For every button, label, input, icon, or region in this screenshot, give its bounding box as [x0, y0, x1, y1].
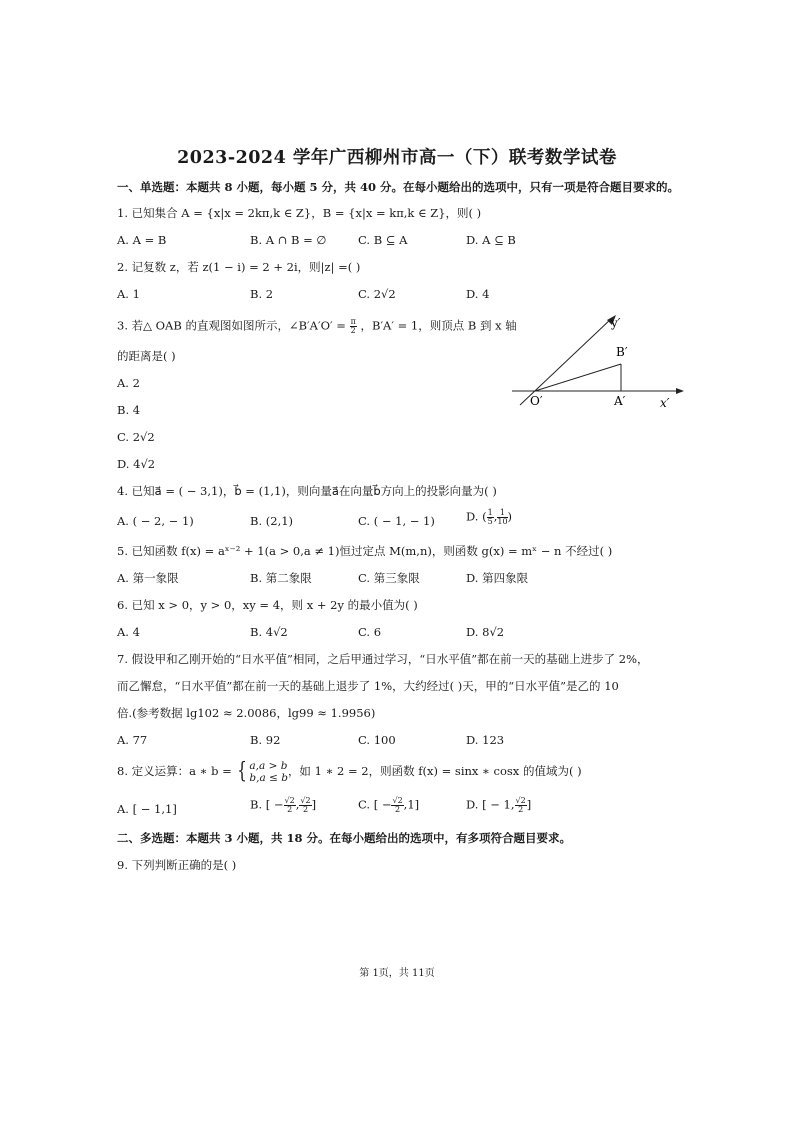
option-b-mid: , [295, 797, 300, 812]
q3-option-d[interactable]: D. 4√2 [117, 457, 156, 471]
fraction-denominator: 2 [302, 805, 309, 814]
page-title: 2023-2024 学年广西柳州市高一（下）联考数学试卷 [177, 148, 617, 168]
label-x-prime: x′ [660, 396, 670, 410]
question-1-stem: 1. 已知集合 A = {x|x = 2kπ,k ∈ Z}，B = {x|x = kπ,k ∈ Z}，则( ) [117, 206, 482, 220]
fraction-one-tenth [497, 509, 507, 526]
q5-option-d[interactable]: D. 第四象限 [466, 571, 529, 585]
q7-option-c[interactable]: C. 100 [358, 733, 396, 747]
label-a-prime: A′ [614, 394, 626, 408]
q8-option-b[interactable] [250, 797, 316, 814]
fraction-denominator: 2 [287, 805, 293, 814]
q8-option-c[interactable] [358, 797, 419, 814]
left-brace: { [237, 759, 248, 784]
fraction-numerator: √2 [392, 796, 403, 805]
question-8-stem [117, 758, 582, 784]
q1-option-b[interactable]: B. A ∩ B = ∅ [250, 233, 327, 247]
fraction-denominator: 2 [395, 805, 401, 814]
option-c-prefix: C. [ − [358, 797, 392, 812]
q1-option-a[interactable]: A. A = B [117, 233, 167, 247]
q7-option-d[interactable]: D. 123 [466, 733, 505, 747]
q3-option-b[interactable]: B. 4 [117, 403, 141, 417]
q4-option-b[interactable]: B. (2,1) [250, 514, 294, 528]
case-2: b,a ≤ b [249, 772, 288, 784]
q5-option-b[interactable]: B. 第二象限 [250, 571, 312, 585]
fraction-denominator: 10 [497, 517, 508, 526]
question-7-line3: 倍.(参考数据 lg102 ≈ 2.0086，lg99 ≈ 1.9956) [117, 706, 376, 720]
question-2-stem: 2. 记复数 z，若 z(1 − i) = 2 + 2i，则|z| =( ) [117, 260, 361, 274]
q2-option-c[interactable]: C. 2√2 [358, 287, 396, 301]
q3-option-c[interactable]: C. 2√2 [117, 430, 155, 444]
segment-o-b [535, 364, 621, 391]
fraction-one-fifth [487, 509, 494, 526]
option-d-suffix: ] [526, 797, 532, 812]
fraction-numerator: 1 [487, 508, 493, 517]
q5-option-a[interactable]: A. 第一象限 [117, 571, 179, 585]
fraction-sqrt2-over-2 [391, 797, 403, 814]
section-header-single-choice: 一、单选题：本题共 8 小题，每小题 5 分，共 40 分。在每小题给出的选项中，只有一项是符合题目要求的。 [117, 180, 680, 194]
case-1: a,a > b [249, 760, 288, 772]
label-y-prime: y′ [611, 316, 621, 330]
question-9-stem: 9. 下列判断正确的是( ) [117, 858, 237, 872]
q3-option-a[interactable]: A. 2 [117, 376, 140, 390]
question-4-stem: 4. 已知a⃗ = ( − 3,1)，b⃗ = (1,1)，则向量a⃗在向量b⃗方向上的投影向量为( ) [117, 484, 497, 498]
option-d-prefix: D. [ − 1, [466, 797, 515, 812]
question-7-line2: 而乙懈怠，“日水平值”都在前一天的基础上退步了 1%，大约经过( )天，甲的“日水平值”是乙的 10 [117, 679, 619, 693]
q6-option-c[interactable]: C. 6 [358, 625, 382, 639]
x-axis-arrowhead [676, 388, 684, 394]
q6-option-b[interactable]: B. 4√2 [250, 625, 288, 639]
q8-option-d[interactable] [466, 797, 531, 814]
fraction-numerator: 1 [497, 509, 507, 518]
q8-option-a[interactable]: A. [ − 1,1] [117, 802, 177, 816]
q2-option-d[interactable]: D. 4 [466, 287, 490, 301]
q4-option-d[interactable]: D. ( $\frac{1}{5}$ , $\frac{1}{10}$ ) [466, 508, 513, 526]
q3-stem-part-a: 3. 若△ OAB 的直观图如图所示，∠B′A′O′ = [117, 318, 346, 333]
fraction-numerator: √2 [515, 796, 526, 805]
option-c-suffix: ,1] [403, 797, 420, 812]
page-footer: 第 1页，共 11页 [359, 968, 435, 979]
question-5-stem: 5. 已知函数 f(x) = aˣ⁻² + 1(a > 0,a ≠ 1)恒过定点 M(m,n)，则函数 g(x) = mˣ − n 不经过( ) [117, 544, 613, 558]
q8-stem-part-a: 8. 定义运算：a ∗ b = [117, 764, 232, 778]
piecewise-cases [249, 760, 288, 784]
q2-option-b[interactable]: B. 2 [250, 287, 274, 301]
fraction-sqrt2-over-2 [284, 797, 296, 814]
section-header-multiple-choice: 二、多选题：本题共 3 小题，共 18 分。在每小题给出的选项中，有多项符合题目要求。 [117, 831, 572, 845]
option-b-suffix: ] [311, 797, 317, 812]
option-d-prefix: D. ( [466, 509, 487, 524]
question-7-line1: 7. 假设甲和乙刚开始的“日水平值”相同，之后甲通过学习，“日水平值”都在前一天的基础上进步了 2%， [117, 652, 649, 666]
pi-over-2-fraction [350, 318, 357, 335]
q7-option-b[interactable]: B. 92 [250, 733, 281, 747]
option-d-suffix: ) [507, 509, 513, 524]
question-3-stem [117, 318, 517, 335]
q2-option-a[interactable]: A. 1 [117, 287, 140, 301]
fraction-denominator: 2 [518, 805, 524, 814]
fraction-sqrt2-over-2 [299, 797, 311, 814]
q3-stem-part-b: ，B′A′ = 1，则顶点 B 到 x 轴 [360, 318, 517, 333]
question-3-stem-line2: 的距离是( ) [117, 349, 176, 363]
label-o-prime: O′ [530, 394, 543, 408]
question-6-stem: 6. 已知 x > 0，y > 0，xy = 4，则 x + 2y 的最小值为( ) [117, 598, 418, 612]
q1-option-d[interactable]: D. A ⊆ B [466, 233, 516, 247]
fraction-numerator: √2 [300, 796, 311, 805]
q6-option-a[interactable]: A. 4 [117, 625, 140, 639]
q7-option-a[interactable]: A. 77 [117, 733, 148, 747]
fraction-denominator: 5 [487, 517, 493, 526]
q8-stem-part-b: ，如 1 ∗ 2 = 2，则函数 f(x) = sinx ∗ cosx 的值域为( ) [287, 764, 582, 778]
q4-option-a[interactable]: A. ( − 2, − 1) [117, 514, 194, 528]
fraction-sqrt2-over-2 [515, 797, 527, 814]
q4-option-c[interactable]: C. ( − 1, − 1) [358, 514, 435, 528]
fraction-numerator: √2 [284, 796, 295, 805]
fraction-denominator: 2 [350, 326, 356, 335]
q5-option-c[interactable]: C. 第三象限 [358, 571, 420, 585]
q3-oblique-diagram [500, 305, 700, 415]
fraction-numerator: π [350, 317, 356, 326]
label-b-prime: B′ [616, 345, 628, 359]
q6-option-d[interactable]: D. 8√2 [466, 625, 505, 639]
option-b-prefix: B. [ − [250, 797, 284, 812]
y-prime-axis [520, 318, 612, 405]
q1-option-c[interactable]: C. B ⊆ A [358, 233, 408, 247]
